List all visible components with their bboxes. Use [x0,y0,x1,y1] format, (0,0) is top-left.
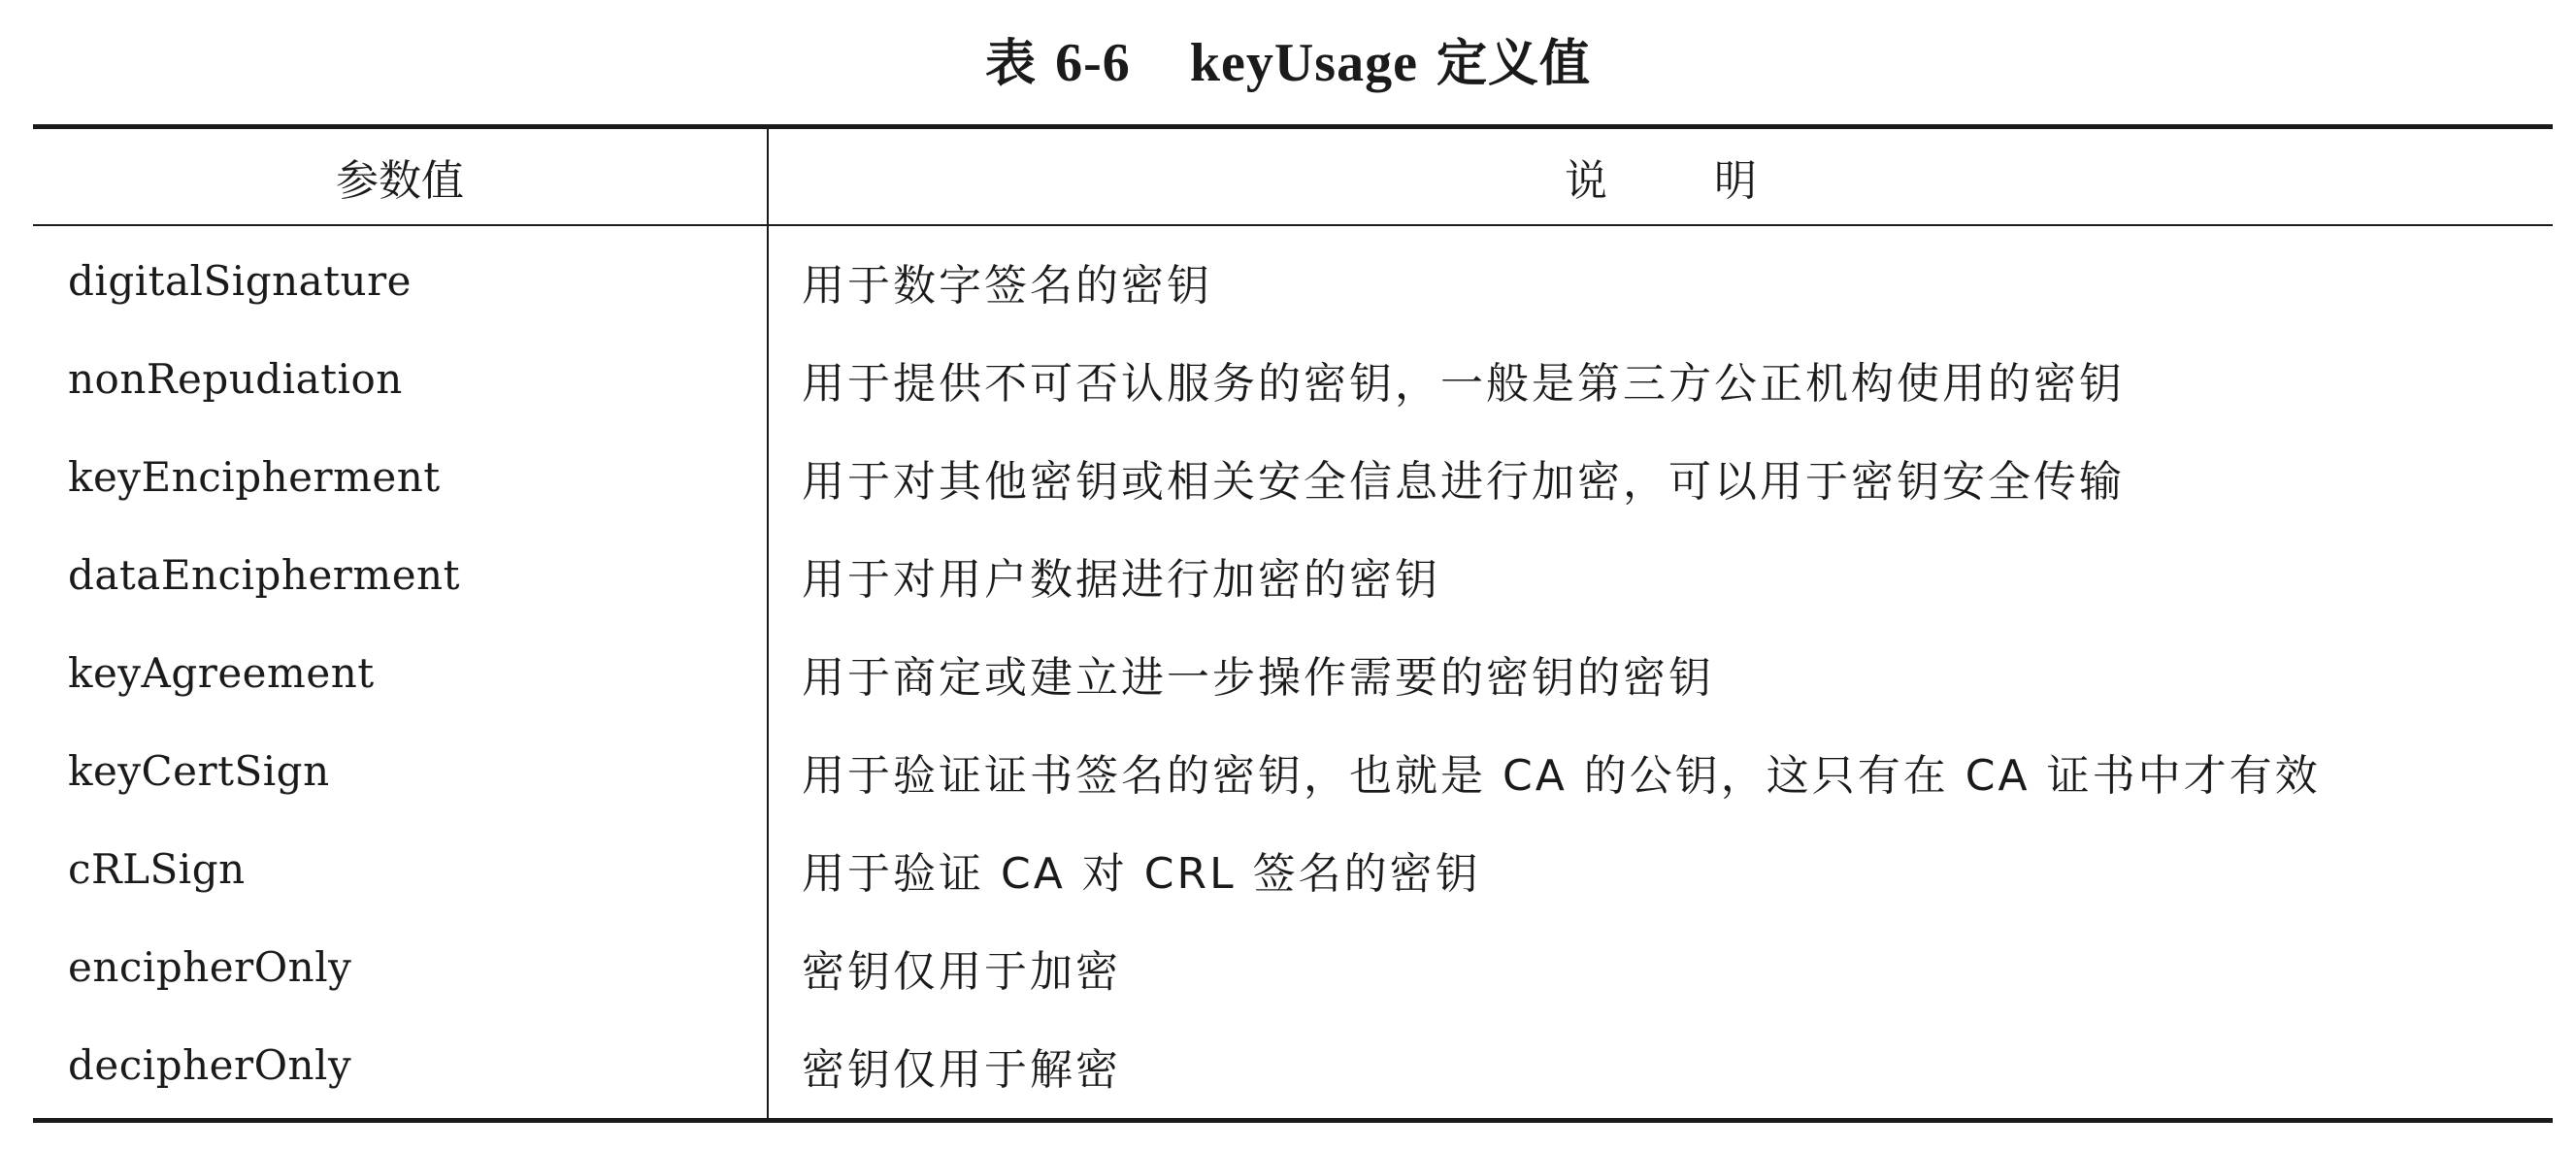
caption-label: 表 [984,35,1037,93]
caption-suffix: 定义值 [1437,35,1592,93]
desc-cell: 用于验证 CA 对 CRL 签名的密钥 [802,848,1481,899]
param-cell: keyCertSign [33,722,768,820]
desc-cell: 用于对用户数据进行加密的密钥 [802,554,1440,605]
desc-cell: 用于对其他密钥或相关安全信息进行加密，可以用于密钥安全传输 [802,456,2125,507]
desc-cell: 密钥仅用于解密 [768,1016,2553,1121]
caption-term: keyUsage [1189,33,1418,93]
param-cell: keyAgreement [33,624,768,722]
header-description: 说明 [768,127,2553,226]
param-cell: keyEncipherment [33,428,768,526]
desc-cell: 密钥仅用于加密 [802,946,1121,997]
keyusage-table [33,124,2553,1123]
header-param-value: 参数值 [33,127,768,226]
table-row [33,225,2553,330]
table-row [33,330,2553,428]
table-header-row [33,127,2553,226]
caption-number: 6-6 [1055,33,1131,93]
desc-cell: 用于验证证书签名的密钥，也就是 CA 的公钥，这只有在 CA 证书中才有效 [802,750,2321,801]
table-row [33,428,2553,526]
param-cell: encipherOnly [33,918,768,1016]
table-row [33,1016,2553,1121]
desc-cell: 用于提供不可否认服务的密钥，一般是第三方公正机构使用的密钥 [802,358,2125,409]
param-cell: decipherOnly [33,1016,768,1121]
param-cell: cRLSign [33,820,768,918]
param-cell: dataEncipherment [33,526,768,624]
table-row [33,722,2553,820]
desc-cell: 用于商定或建立进一步操作需要的密钥的密钥 [802,652,1714,703]
table-row [33,820,2553,918]
param-cell: digitalSignature [33,225,768,330]
table-row [33,918,2553,1016]
table-row [33,624,2553,722]
table-caption [0,21,2576,105]
desc-cell: 用于数字签名的密钥 [802,260,1212,311]
table-row [33,526,2553,624]
param-cell: nonRepudiation [33,330,768,428]
